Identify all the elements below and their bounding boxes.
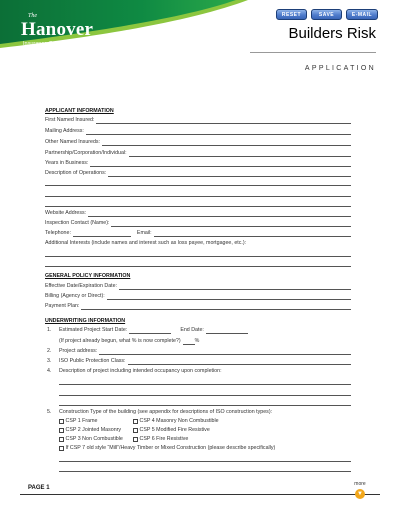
title-divider xyxy=(250,52,376,53)
billing-row xyxy=(45,293,351,300)
website-row xyxy=(45,210,351,217)
page-subtitle: APPLICATION xyxy=(304,65,376,72)
question-5-number: 5. xyxy=(47,409,52,415)
csp2-label: CSP 2 Jointed Masonry xyxy=(65,427,122,433)
other-named-insureds-label: Other Named Insureds: xyxy=(45,139,101,145)
csp7-description-field-line-1[interactable] xyxy=(59,461,351,462)
question-1-percent-row xyxy=(45,338,351,345)
entity-type-label: Partnership/Corporation/Individual: xyxy=(45,150,127,156)
protection-class-label: ISO Public Protection Class: xyxy=(59,358,126,364)
construction-type-label: Construction Type of the building (see appendix for descriptions of ISO construction types): xyxy=(59,409,273,415)
operations-field-line-2[interactable] xyxy=(45,185,351,186)
project-description-field-line-2[interactable] xyxy=(59,395,351,396)
section-underwriting-heading: UNDERWRITING INFORMATION xyxy=(45,318,126,324)
operations-row xyxy=(45,170,351,177)
effective-date-label: Effective Date/Expiration Date: xyxy=(45,283,118,289)
more-label: more xyxy=(354,481,366,487)
construction-row-1 xyxy=(59,418,219,425)
csp3-option[interactable] xyxy=(59,436,133,443)
csp1-label: CSP 1 Frame xyxy=(65,418,98,424)
csp3-label: CSP 3 Non Combustible xyxy=(65,436,123,442)
csp5-checkbox[interactable] xyxy=(133,428,138,433)
csp6-label: CSP 6 Fire Resistive xyxy=(139,436,189,442)
more-control[interactable] xyxy=(352,481,368,499)
csp5-option[interactable] xyxy=(133,427,210,434)
additional-interests-field-line-2[interactable] xyxy=(45,266,351,267)
chevron-down-icon[interactable]: ▼ xyxy=(355,489,365,499)
csp7-option[interactable] xyxy=(59,445,275,452)
footer-divider xyxy=(20,494,380,495)
csp4-label: CSP 4 Masonry Non Combustible xyxy=(139,418,219,424)
operations-field-line-4[interactable] xyxy=(45,206,351,207)
logo-the: The xyxy=(28,13,37,19)
email-label: Email: xyxy=(136,230,152,236)
inspection-contact-field[interactable] xyxy=(111,221,351,227)
csp6-checkbox[interactable] xyxy=(133,437,138,442)
question-3-number: 3. xyxy=(47,358,52,364)
website-label: Website Address: xyxy=(45,210,87,216)
entity-type-field[interactable] xyxy=(129,151,351,157)
percent-suffix: % xyxy=(194,338,200,344)
csp2-option[interactable] xyxy=(59,427,133,434)
logo-name: Hanover xyxy=(21,19,94,40)
question-5-row xyxy=(45,409,351,416)
form-toolbar xyxy=(276,9,378,20)
project-address-label: Project address: xyxy=(59,348,98,354)
question-1-number: 1. xyxy=(47,327,52,333)
question-4-row xyxy=(45,368,351,375)
reset-button[interactable]: RESET xyxy=(276,9,307,20)
operations-field[interactable] xyxy=(108,171,351,177)
end-date-label: End Date: xyxy=(180,327,204,333)
logo-subtitle: Insurance Group® xyxy=(23,41,69,47)
csp4-option[interactable] xyxy=(133,418,219,425)
email-button[interactable]: E-MAIL xyxy=(346,9,378,20)
start-date-field[interactable] xyxy=(129,328,171,334)
end-date-field[interactable] xyxy=(206,328,248,334)
percent-complete-field[interactable] xyxy=(183,339,195,345)
save-button[interactable]: SAVE xyxy=(311,9,342,20)
telephone-label: Telephone: xyxy=(45,230,71,236)
csp6-option[interactable] xyxy=(133,436,188,443)
csp7-label: If CSP 7 old style “Mill”/Heavy Timber or Mixed Construction (please describe specifically) xyxy=(65,445,276,451)
years-in-business-row xyxy=(45,160,351,167)
csp5-label: CSP 5 Modified Fire Resistive xyxy=(139,427,210,433)
section-policy-heading: GENERAL POLICY INFORMATION xyxy=(45,273,131,279)
question-2-row xyxy=(45,348,351,355)
csp1-option[interactable] xyxy=(59,418,133,425)
construction-row-2 xyxy=(59,427,210,434)
other-named-insureds-field[interactable] xyxy=(102,140,351,146)
csp4-checkbox[interactable] xyxy=(133,419,138,424)
percent-complete-label: (If project already begun, what % is now complete?) xyxy=(59,338,181,344)
mailing-address-row xyxy=(45,128,351,135)
first-named-insured-label: First Named Insured: xyxy=(45,117,95,123)
additional-interests-field-line-1[interactable] xyxy=(45,256,351,257)
years-in-business-field[interactable] xyxy=(90,161,351,167)
email-field[interactable] xyxy=(154,231,351,237)
project-description-field-line-1[interactable] xyxy=(59,384,351,385)
other-named-insureds-row xyxy=(45,139,351,146)
additional-interests-row xyxy=(45,240,351,247)
telephone-field[interactable] xyxy=(73,231,131,237)
payment-plan-field[interactable] xyxy=(81,304,351,310)
csp7-checkbox[interactable] xyxy=(59,446,64,451)
mailing-address-label: Mailing Address: xyxy=(45,128,84,134)
website-field[interactable] xyxy=(88,211,351,217)
question-1-row xyxy=(45,327,351,334)
operations-field-line-3[interactable] xyxy=(45,196,351,197)
telephone-email-row xyxy=(45,230,351,237)
csp7-description-field-line-2[interactable] xyxy=(59,471,351,472)
first-named-insured-row xyxy=(45,117,351,124)
construction-row-4 xyxy=(59,445,275,452)
project-description-field-line-3[interactable] xyxy=(59,405,351,406)
inspection-contact-label: Inspection Contact (Name): xyxy=(45,220,110,226)
effective-date-row xyxy=(45,283,351,290)
page-number: PAGE 1 xyxy=(28,485,50,491)
protection-class-field[interactable] xyxy=(128,359,351,365)
csp2-checkbox[interactable] xyxy=(59,428,64,433)
start-date-label: Estimated Project Start Date: xyxy=(59,327,128,333)
inspection-contact-row xyxy=(45,220,351,227)
page-title: Builders Risk xyxy=(288,25,376,42)
entity-type-row xyxy=(45,150,351,157)
question-2-number: 2. xyxy=(47,348,52,354)
payment-plan-row xyxy=(45,303,351,310)
effective-date-field[interactable] xyxy=(119,284,351,290)
csp1-checkbox[interactable] xyxy=(59,419,64,424)
project-address-field[interactable] xyxy=(99,349,351,355)
billing-label: Billing (Agency or Direct): xyxy=(45,293,105,299)
payment-plan-label: Payment Plan: xyxy=(45,303,80,309)
question-4-number: 4. xyxy=(47,368,52,374)
billing-field[interactable] xyxy=(107,294,351,300)
years-in-business-label: Years in Business: xyxy=(45,160,89,166)
project-description-label: Description of project including intended occupancy upon completion: xyxy=(59,368,222,374)
mailing-address-field[interactable] xyxy=(86,129,351,135)
additional-interests-label: Additional Interests (include names and interest such as loss payee, mortgagee, etc.): xyxy=(45,240,247,246)
operations-label: Description of Operations: xyxy=(45,170,107,176)
section-applicant-heading: APPLICANT INFORMATION xyxy=(45,108,114,114)
first-named-insured-field[interactable] xyxy=(96,118,351,124)
construction-row-3 xyxy=(59,436,188,443)
question-3-row xyxy=(45,358,351,365)
csp3-checkbox[interactable] xyxy=(59,437,64,442)
